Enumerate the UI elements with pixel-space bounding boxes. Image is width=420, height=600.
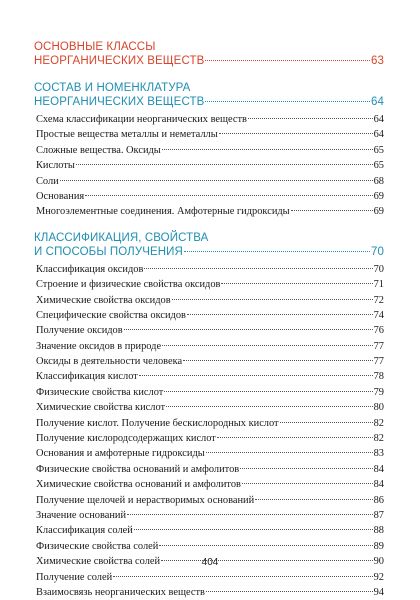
- section-heading-line2: И СПОСОБЫ ПОЛУЧЕНИЯ: [34, 245, 183, 258]
- entry-title: Получение кислот. Получение бескислородных кислот: [36, 417, 279, 429]
- entry-title: Кислоты: [36, 160, 75, 172]
- dot-leader: [206, 452, 373, 453]
- dot-leader: [205, 101, 370, 102]
- dot-leader: [255, 499, 372, 500]
- toc-entry[interactable]: [34, 245, 384, 259]
- page-ref: 82: [373, 433, 384, 445]
- toc-entry[interactable]: [36, 293, 384, 308]
- entry-title: Многоэлементные соединения. Амфотерные гидроксиды: [36, 206, 290, 218]
- page-ref: 84: [373, 479, 384, 491]
- dot-leader: [184, 251, 370, 252]
- entry-title: Основания и амфотерные гидроксиды: [36, 448, 205, 460]
- entry-title: Физические свойства кислот: [36, 386, 164, 398]
- page-ref: 89: [373, 540, 384, 552]
- dot-leader: [164, 391, 372, 392]
- entry-title: Соли: [36, 175, 59, 187]
- dot-leader: [219, 133, 373, 134]
- entry-title: Химические свойства кислот: [36, 402, 166, 414]
- toc-entry[interactable]: [36, 323, 384, 338]
- entry-title: Основания: [36, 190, 85, 202]
- dot-leader: [139, 375, 373, 376]
- toc-entry[interactable]: [36, 204, 384, 219]
- dot-leader: [144, 268, 372, 269]
- toc-entry[interactable]: [36, 508, 384, 523]
- page-ref: 78: [373, 371, 384, 383]
- table-of-contents: [34, 40, 384, 600]
- entry-title: Получение кислородсодержащих кислот: [36, 433, 216, 445]
- section-heading-line2: НЕОРГАНИЧЕСКИХ ВЕЩЕСТВ: [34, 96, 205, 108]
- page-ref: 76: [373, 325, 384, 337]
- toc-entry[interactable]: [36, 308, 384, 323]
- entry-title: Классификация солей: [36, 525, 133, 537]
- dot-leader: [187, 314, 373, 315]
- toc-entry[interactable]: [36, 369, 384, 384]
- page-ref: 90: [373, 556, 384, 568]
- page-ref: 70: [371, 245, 384, 258]
- entry-title: Получение оксидов: [36, 325, 123, 337]
- toc-entry[interactable]: [34, 95, 384, 109]
- entry-title: Схема классификации неорганических веществ: [36, 114, 247, 125]
- toc-entry[interactable]: [36, 262, 384, 277]
- toc-entry[interactable]: [36, 385, 384, 400]
- entry-title: Получение щелочей и нерастворимых оснований: [36, 494, 255, 506]
- entry-title: Значение оснований: [36, 509, 127, 521]
- page-ref: 72: [373, 294, 384, 306]
- page-ref: 92: [373, 571, 384, 583]
- toc-entry[interactable]: [36, 570, 384, 585]
- page-ref: 63: [371, 55, 384, 67]
- entry-title: Строение и физические свойства оксидов: [36, 279, 221, 291]
- entry-title: Физические свойства солей: [36, 540, 159, 552]
- dot-leader: [166, 406, 373, 407]
- page-ref: 82: [373, 417, 384, 429]
- section-heading-line1: СОСТАВ И НОМЕНКЛАТУРА: [34, 82, 191, 94]
- toc-entry[interactable]: [36, 477, 384, 492]
- page-ref: 86: [373, 494, 384, 506]
- dot-leader: [248, 118, 373, 119]
- entry-title: Специфические свойства оксидов: [36, 309, 186, 321]
- dot-leader: [242, 483, 373, 484]
- dot-leader: [280, 422, 373, 423]
- dot-leader: [183, 360, 373, 361]
- dot-leader: [127, 514, 373, 515]
- page-ref: 71: [373, 279, 384, 291]
- page-ref: 65: [373, 160, 384, 172]
- page-ref: 79: [373, 386, 384, 398]
- dot-leader: [162, 345, 373, 346]
- toc-entry[interactable]: [36, 354, 384, 369]
- page-ref: 69: [373, 206, 384, 218]
- entry-title: Химические свойства солей: [36, 556, 161, 568]
- toc-entry[interactable]: [36, 158, 384, 173]
- section-heading-main: [34, 40, 384, 68]
- page-ref: 80: [373, 402, 384, 414]
- toc-entry[interactable]: [36, 143, 384, 158]
- entry-title: Физические свойства оснований и амфолитов: [36, 463, 240, 475]
- entry-title: Значение оксидов в природе: [36, 340, 162, 352]
- section-heading-line1: ОСНОВНЫЕ КЛАССЫ: [34, 41, 156, 53]
- section-heading-composition: [34, 81, 384, 109]
- entry-title: Классификация кислот: [36, 371, 138, 383]
- entry-title: Оксиды в деятельности человека: [36, 356, 183, 368]
- dot-leader: [85, 195, 372, 196]
- dot-leader: [240, 468, 372, 469]
- entry-title: Классификация оксидов: [36, 263, 144, 275]
- toc-entry[interactable]: [36, 446, 384, 461]
- toc-entry[interactable]: [36, 431, 384, 446]
- dot-leader: [113, 576, 372, 577]
- section-heading-line1: КЛАССИФИКАЦИЯ, СВОЙСТВА: [34, 231, 209, 244]
- section-entries-composition: [34, 112, 384, 220]
- section-heading-classification: [34, 231, 384, 259]
- toc-entry[interactable]: [36, 539, 384, 554]
- page-ref: 69: [373, 190, 384, 202]
- entry-title: Взаимосвязь неорганических веществ: [36, 586, 205, 598]
- toc-entry[interactable]: [36, 585, 384, 600]
- toc-entry[interactable]: [36, 523, 384, 538]
- toc-entry[interactable]: [36, 339, 384, 354]
- page-ref: 88: [373, 525, 384, 537]
- dot-leader: [217, 437, 373, 438]
- toc-entry[interactable]: [36, 112, 384, 127]
- dot-leader: [291, 210, 373, 211]
- page-ref: 64: [373, 114, 384, 125]
- dot-leader: [159, 545, 372, 546]
- toc-entry[interactable]: [34, 54, 384, 68]
- page-ref: 87: [373, 509, 384, 521]
- toc-entry[interactable]: [36, 127, 384, 142]
- entry-title: Получение солей: [36, 571, 113, 583]
- page-ref: 64: [371, 96, 384, 108]
- toc-entry[interactable]: [36, 493, 384, 508]
- page-ref: 74: [373, 309, 384, 321]
- dot-leader: [206, 591, 373, 592]
- dot-leader: [221, 283, 372, 284]
- toc-entry[interactable]: [36, 416, 384, 431]
- page-ref: 77: [373, 340, 384, 352]
- page-ref: 83: [373, 448, 384, 460]
- toc-entry[interactable]: [36, 400, 384, 415]
- dot-leader: [76, 164, 373, 165]
- page-ref: 65: [373, 144, 384, 156]
- dot-leader: [162, 149, 373, 150]
- dot-leader: [60, 180, 373, 181]
- dot-leader: [124, 329, 373, 330]
- dot-leader: [205, 60, 370, 61]
- page-ref: 94: [373, 586, 384, 598]
- dot-leader: [172, 299, 373, 300]
- toc-entry[interactable]: [36, 462, 384, 477]
- page-ref: 70: [373, 263, 384, 275]
- entry-title: Простые вещества металлы и неметаллы: [36, 129, 218, 141]
- entry-title: Сложные вещества. Оксиды: [36, 144, 161, 156]
- toc-entry[interactable]: [36, 277, 384, 292]
- page-ref: 68: [373, 175, 384, 187]
- toc-entry[interactable]: [36, 189, 384, 204]
- page-number: 404: [201, 557, 219, 568]
- page-ref: 84: [373, 463, 384, 475]
- page-ref: 64: [373, 129, 384, 141]
- section-heading-line2: НЕОРГАНИЧЕСКИХ ВЕЩЕСТВ: [34, 55, 205, 67]
- toc-entry[interactable]: [36, 174, 384, 189]
- dot-leader: [134, 529, 373, 530]
- entry-title: Химические свойства оснований и амфолитов: [36, 479, 241, 491]
- section-entries-classification: [34, 262, 384, 600]
- page-ref: 77: [373, 356, 384, 368]
- entry-title: Химические свойства оксидов: [36, 294, 171, 306]
